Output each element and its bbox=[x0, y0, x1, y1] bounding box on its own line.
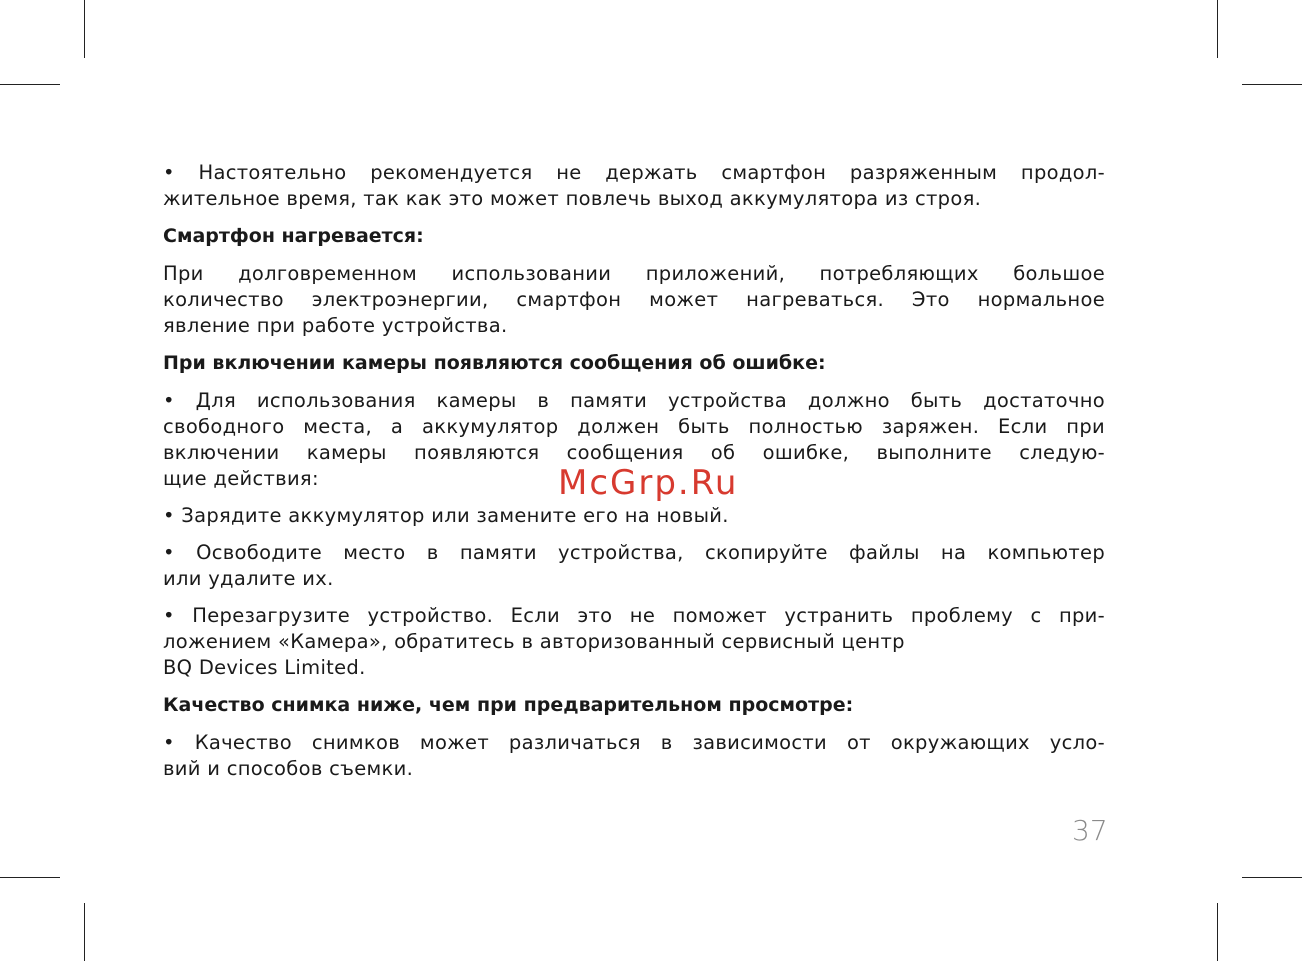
text-line: • Перезагрузите устройство. Если это не поможет устранить проблему с при- bbox=[163, 604, 1105, 627]
text-line: количество электроэнергии, смартфон может нагреваться. Это нормальное bbox=[163, 288, 1105, 311]
crop-mark bbox=[84, 903, 85, 961]
bullet-free-memory bbox=[163, 540, 1105, 592]
section-heading-heating: Смартфон нагревается: bbox=[163, 225, 424, 247]
text-line: • Для использования камеры в памяти устройства должно быть достаточно bbox=[163, 389, 1105, 412]
text-line: • Качество снимков может различаться в зависимости от окружающих усло- bbox=[163, 731, 1105, 754]
section-heading-camera-errors: При включении камеры появляются сообщения об ошибке: bbox=[163, 352, 826, 374]
text-line: • Освободите место в памяти устройства, скопируйте файлы на компьютер bbox=[163, 541, 1105, 564]
text-line: • Зарядите аккумулятор или замените его на новый. bbox=[163, 504, 729, 527]
text-line: щие действия: bbox=[163, 467, 319, 490]
text-line: или удалите их. bbox=[163, 567, 334, 590]
crop-mark bbox=[0, 84, 60, 85]
crop-mark bbox=[84, 0, 85, 58]
text-line: свободного места, а аккумулятор должен быть полностью заряжен. Если при bbox=[163, 415, 1105, 438]
text-line: явление при работе устройства. bbox=[163, 314, 508, 337]
crop-mark bbox=[1242, 877, 1302, 878]
text-line: вий и способов съемки. bbox=[163, 757, 414, 780]
bullet-charge-battery bbox=[163, 503, 1105, 529]
paragraph-heating bbox=[163, 261, 1105, 339]
text-line: BQ Devices Limited. bbox=[163, 656, 366, 679]
text-line: жительное время, так как это может повлечь выход аккумулятора из строя. bbox=[163, 187, 982, 210]
page-number: 37 bbox=[1072, 814, 1108, 847]
text-line: При долговременном использовании приложений, потребляющих большое bbox=[163, 262, 1105, 285]
paragraph-battery-advice bbox=[163, 160, 1105, 212]
watermark: McGrp.Ru bbox=[558, 463, 739, 503]
section-heading-photo-quality: Качество снимка ниже, чем при предварительном просмотре: bbox=[163, 694, 854, 716]
crop-mark bbox=[1217, 903, 1218, 961]
text-line: • Настоятельно рекомендуется не держать смартфон разряженным продол- bbox=[163, 161, 1105, 184]
text-line: включении камеры появляются сообщения об ошибке, выполните следую- bbox=[163, 441, 1105, 464]
paragraph-photo-quality bbox=[163, 730, 1105, 782]
text-line: ложением «Камера», обратитесь в авторизованный сервисный центр bbox=[163, 630, 905, 653]
crop-mark bbox=[0, 877, 60, 878]
bullet-reboot-device bbox=[163, 603, 1105, 681]
crop-mark bbox=[1217, 0, 1218, 58]
crop-mark bbox=[1242, 84, 1302, 85]
